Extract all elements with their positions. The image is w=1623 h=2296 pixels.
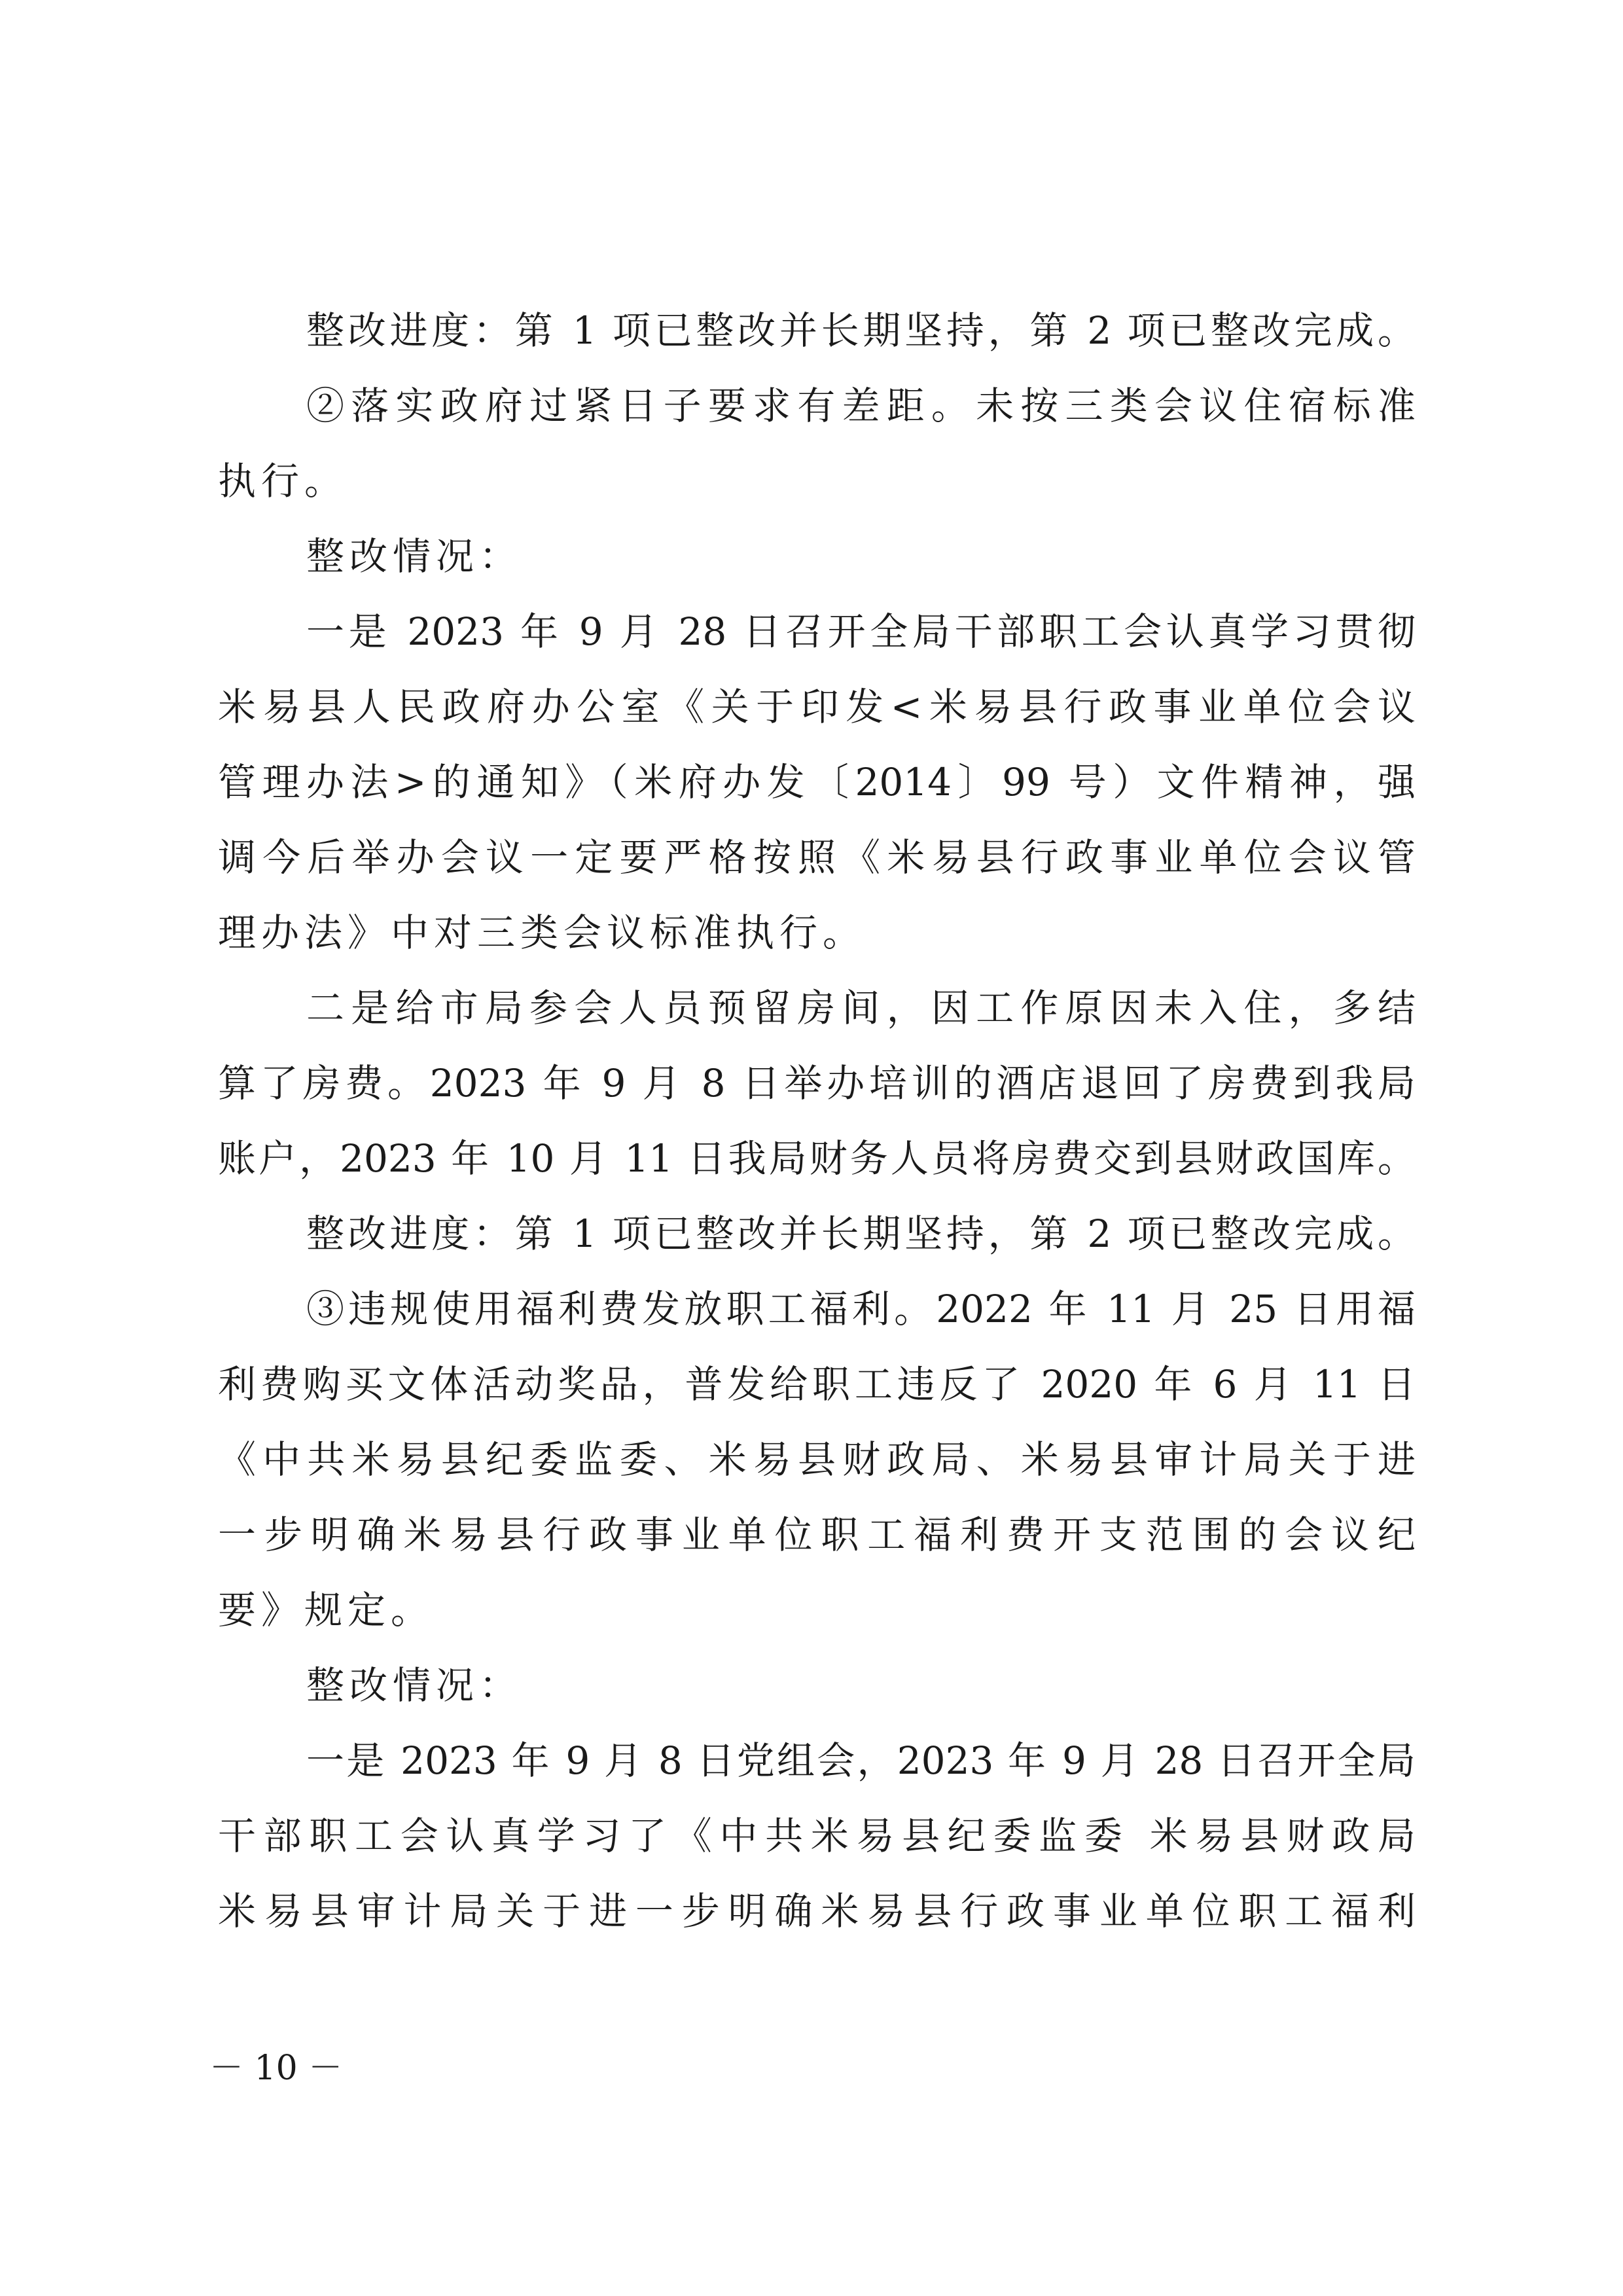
text-line: 二是给市局参会人员预留房间，因工作原因未入住，多结 — [306, 986, 1416, 1030]
text-line: 执行。 — [218, 459, 348, 503]
text-line: 整改进度：第 1 项已整改并长期坚持，第 2 项已整改完成。 — [306, 308, 1416, 353]
text-line: 调今后举办会议一定要严格按照《米易县行政事业单位会议管 — [218, 835, 1416, 880]
text-line: 一是 2023 年 9 月 8 日党组会，2023 年 9 月 28 日召开全局 — [306, 1738, 1416, 1783]
text-line: 整改进度：第 1 项已整改并长期坚持，第 2 项已整改完成。 — [306, 1211, 1416, 1256]
text-line: ②落实政府过紧日子要求有差距。未按三类会议住宿标准 — [306, 384, 1416, 428]
text-line: 整改情况： — [306, 1663, 523, 1708]
text-line: 理办法》中对三类会议标准执行。 — [218, 910, 866, 955]
page-number: － 10 － — [209, 2049, 343, 2088]
text-line: 要》规定。 — [218, 1588, 435, 1632]
text-line: ③违规使用福利费发放职工福利。2022 年 11 月 25 日用福 — [306, 1287, 1416, 1331]
text-line: 整改情况： — [306, 534, 523, 579]
text-line: 算了房费。2023 年 9 月 8 日举办培训的酒店退回了房费到我局 — [218, 1061, 1416, 1105]
text-line: 一是 2023 年 9 月 28 日召开全局干部职工会认真学习贯彻 — [306, 609, 1416, 654]
text-line: 账户，2023 年 10 月 11 日我局财务人员将房费交到县财政国库。 — [218, 1136, 1416, 1181]
text-line: 米易县人民政府办公室《关于印发<米易县行政事业单位会议 — [218, 685, 1416, 729]
text-line: 米易县审计局关于进一步明确米易县行政事业单位职工福利 — [218, 1889, 1416, 1933]
text-line: 利费购买文体活动奖品，普发给职工违反了 2020 年 6 月 11 日 — [218, 1362, 1416, 1407]
text-line: 干部职工会认真学习了《中共米易县纪委监委 米易县财政局 — [218, 1814, 1416, 1858]
text-line: 《中共米易县纪委监委、米易县财政局、米易县审计局关于进 — [218, 1437, 1416, 1482]
text-line: 一步明确米易县行政事业单位职工福利费开支范围的会议纪 — [218, 1513, 1416, 1557]
text-line: 管理办法>的通知》（米府办发〔2014〕99 号）文件精神，强 — [218, 760, 1416, 804]
